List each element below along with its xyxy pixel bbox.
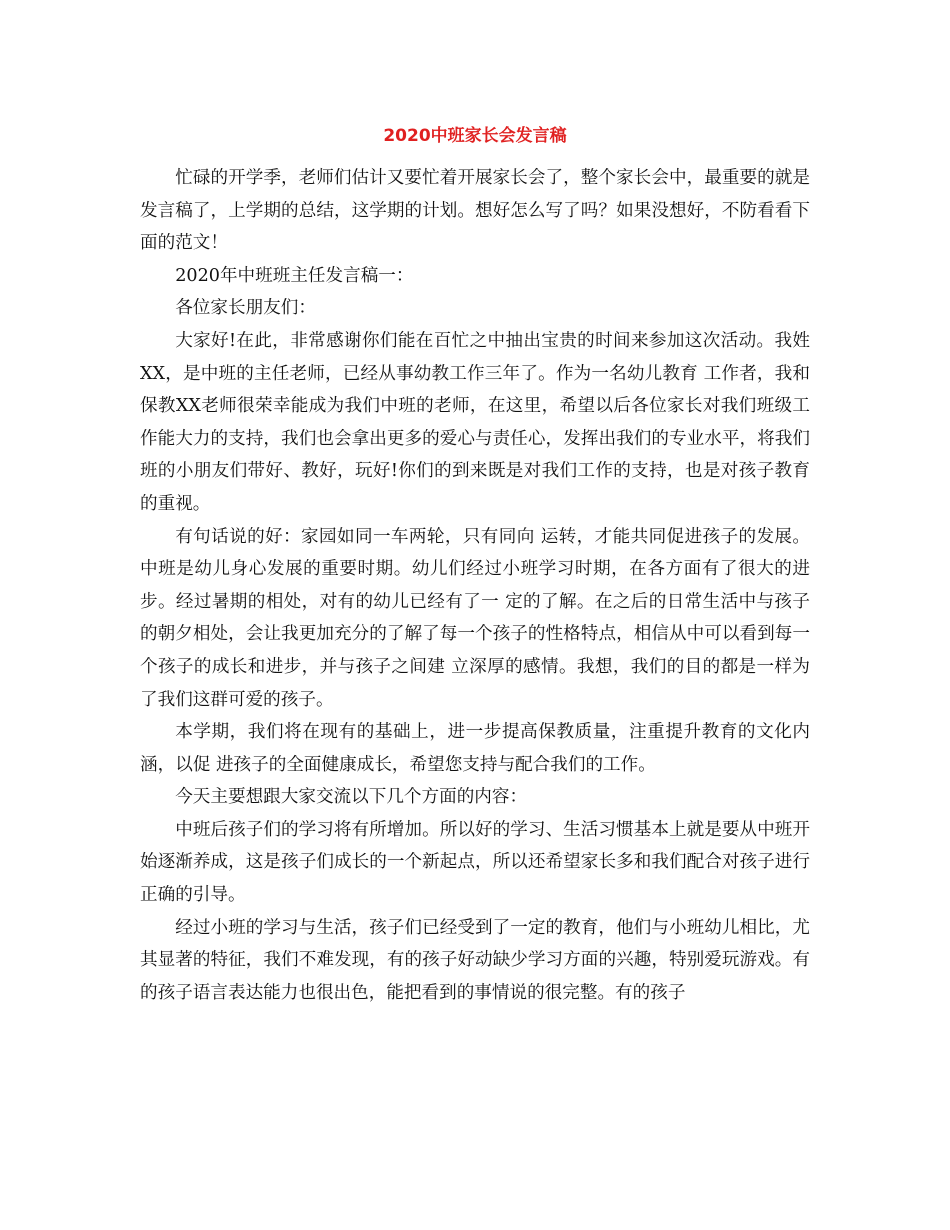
paragraph-child-traits: 经过小班的学习与生活，孩子们已经受到了一定的教育，他们与小班幼儿相比，尤其显著的特征，我们不难发现，有的孩子好动缺少学习方面的兴趣，特别爱玩游戏。有的孩子语言表达能力也很出色，能把看到的事情说的很完整。有的孩子	[140, 917, 810, 1003]
paragraph-semester-plan: 本学期，我们将在现有的基础上，进一步提高保教质量，注重提升教育的文化内涵，以促 进孩子的全面健康成长，希望您支持与配合我们的工作。	[140, 722, 810, 775]
paragraph-salutation: 各位家长朋友们：	[175, 298, 316, 319]
document-body	[140, 162, 810, 1009]
paragraph-intro: 忙碌的开学季，老师们估计又要忙着开展家长会了，整个家长会中，最重要的就是发言稿了，上学期的总结，这学期的计划。想好怎么写了吗？如果没想好，不防看看下面的范文！	[140, 168, 810, 254]
paragraph-topics-intro: 今天主要想跟大家交流以下几个方面的内容：	[175, 787, 528, 808]
paragraph-home-school: 有句话说的好：家园如同一车两轮，只有同向 运转，才能共同促进孩子的发展。中班是幼儿身心发展的重要时期。幼儿们经过小班学习时期，在各方面有了很大的进步。经过暑期的相处，对有的幼儿已经有了一 定的了解。在之后的日常生活中与孩子的朝夕相处，会让我更加充分的了解了每一个孩子的性格特点，相信从中可以看到每一个孩子的成长和进步，并与孩子之间建 立深厚的感情。我想，我们的目的都是一样为了我们这群可爱的孩子。	[140, 526, 810, 710]
paragraph-greeting: 大家好!在此，非常感谢你们能在百忙之中抽出宝贵的时间来参加这次活动。我姓XX，是中班的主任老师，已经从事幼教工作三年了。作为一名幼儿教育 工作者，我和保教XX老师很荣幸能成为我们中班的老师，在这里，希望以后各位家长对我们班级工作能大力的支持，我们也会拿出更多的爱心与责任心，发挥出我们的专业水平，将我们班的小朋友们带好、教好，玩好!你们的到来既是对我们工作的支持，也是对孩子教育的重视。	[140, 330, 810, 514]
paragraph-study-habits: 中班后孩子们的学习将有所增加。所以好的学习、生活习惯基本上就是要从中班开始逐渐养成，这是孩子们成长的一个新起点，所以还希望家长多和我们配合对孩子进行正确的引导。	[140, 819, 810, 906]
document-title: 2020中班家长会发言稿	[383, 126, 567, 146]
paragraph-heading-speech-one: 2020年中班班主任发言稿一：	[175, 265, 414, 286]
